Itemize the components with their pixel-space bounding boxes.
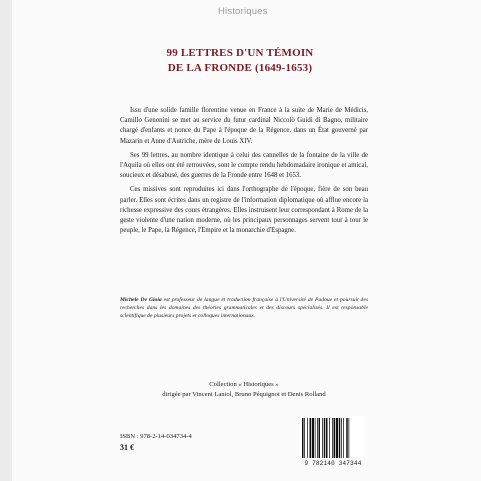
cover-spine-edge <box>0 0 12 481</box>
barcode-bar <box>336 418 338 458</box>
blurb <box>120 106 368 240</box>
book-title-line-1: 99 LETTRES D'UN TÉMOIN <box>166 47 314 59</box>
price: 31 € <box>120 442 134 452</box>
barcode-bar <box>317 418 318 458</box>
barcode-bar <box>343 418 344 458</box>
barcode-bar <box>319 418 321 458</box>
author-bio-text: est professeur de langue et traduction française à l'Université de Padoue et poursuit des recherches dans les domaines des théories grammaticales et des discours spécialisés. Il est responsable scientifique de plusieurs projets et colloques internationaux. <box>120 297 368 319</box>
barcode-bar <box>304 418 305 458</box>
author-bio <box>120 296 368 320</box>
barcode-bar <box>339 418 341 458</box>
barcode-bar <box>326 418 328 458</box>
barcode-bar <box>310 418 312 458</box>
barcode-bar <box>349 418 350 458</box>
book-title-line-2: DE LA FRONDE (1649-1653) <box>167 62 313 74</box>
isbn: ISBN : 978-2-14-034734-4 <box>120 433 192 440</box>
barcode-bar <box>334 418 336 458</box>
barcode-bar <box>312 418 314 458</box>
collection-name: Collection « Historiques » <box>209 381 279 388</box>
barcode-bar <box>346 418 348 458</box>
barcode-bar <box>324 418 326 458</box>
isbn-price-block <box>120 432 192 452</box>
barcode-bar <box>307 418 308 458</box>
barcode-bar <box>332 418 333 458</box>
collection-info <box>120 380 368 399</box>
collection-directors: dirigée par Vincent Laniol, Bruno Péquignot et Denis Rolland <box>162 390 326 398</box>
author-name: Michele De Gioia <box>120 297 162 303</box>
series-logo: Historiques <box>218 6 268 17</box>
barcode-bar <box>315 418 316 458</box>
barcode-icon <box>300 416 364 460</box>
barcode-bar <box>329 418 330 458</box>
barcode-bar <box>302 418 304 458</box>
blurb-paragraph: Ces missives sont reproduites ici dans l'orthographe de l'époque, fière de son beau parler. Elles sont écrites dans un registre de l'information diplomatique où afflue encore la richesse expressive des cours étrangères. Elles instruisent leur correspondant à Rome de la geste violente d'une nation moderne, où les principaux personnages servent tour à tour le peuple, le Pape, la Régence, l'Empire et la monarchie d'Espagne. <box>120 186 368 235</box>
blurb-paragraph: Issu d'une solide famille florentine venue en France à la suite de Marie de Médicis, Camillo Genonini se met au service du futur cardinal Niccolò Guidi di Bagno, militaire chargé d'enfants et nonce du Pape à l'époque de la Régence, dans un État gouverné par Mazarin et Anne d'Autriche, mère de Louis XIV. <box>120 107 368 145</box>
barcode-digits: 9 782140 347344 <box>304 460 362 467</box>
blurb-paragraph: Ses 99 lettres, au nombre identique à celui des cannelles de la fontaine de la ville de l'Aquila où elles ont été retrouvées, sont le compte rendu hebdomadaire ironique et amical, soucieux et désabusé, des guerres de la Fronde entre 1648 et 1653. <box>120 151 368 180</box>
barcode-bar <box>322 418 323 458</box>
barcode-graphic <box>300 416 364 460</box>
book-title <box>60 46 420 76</box>
barcode-bar <box>341 418 342 458</box>
